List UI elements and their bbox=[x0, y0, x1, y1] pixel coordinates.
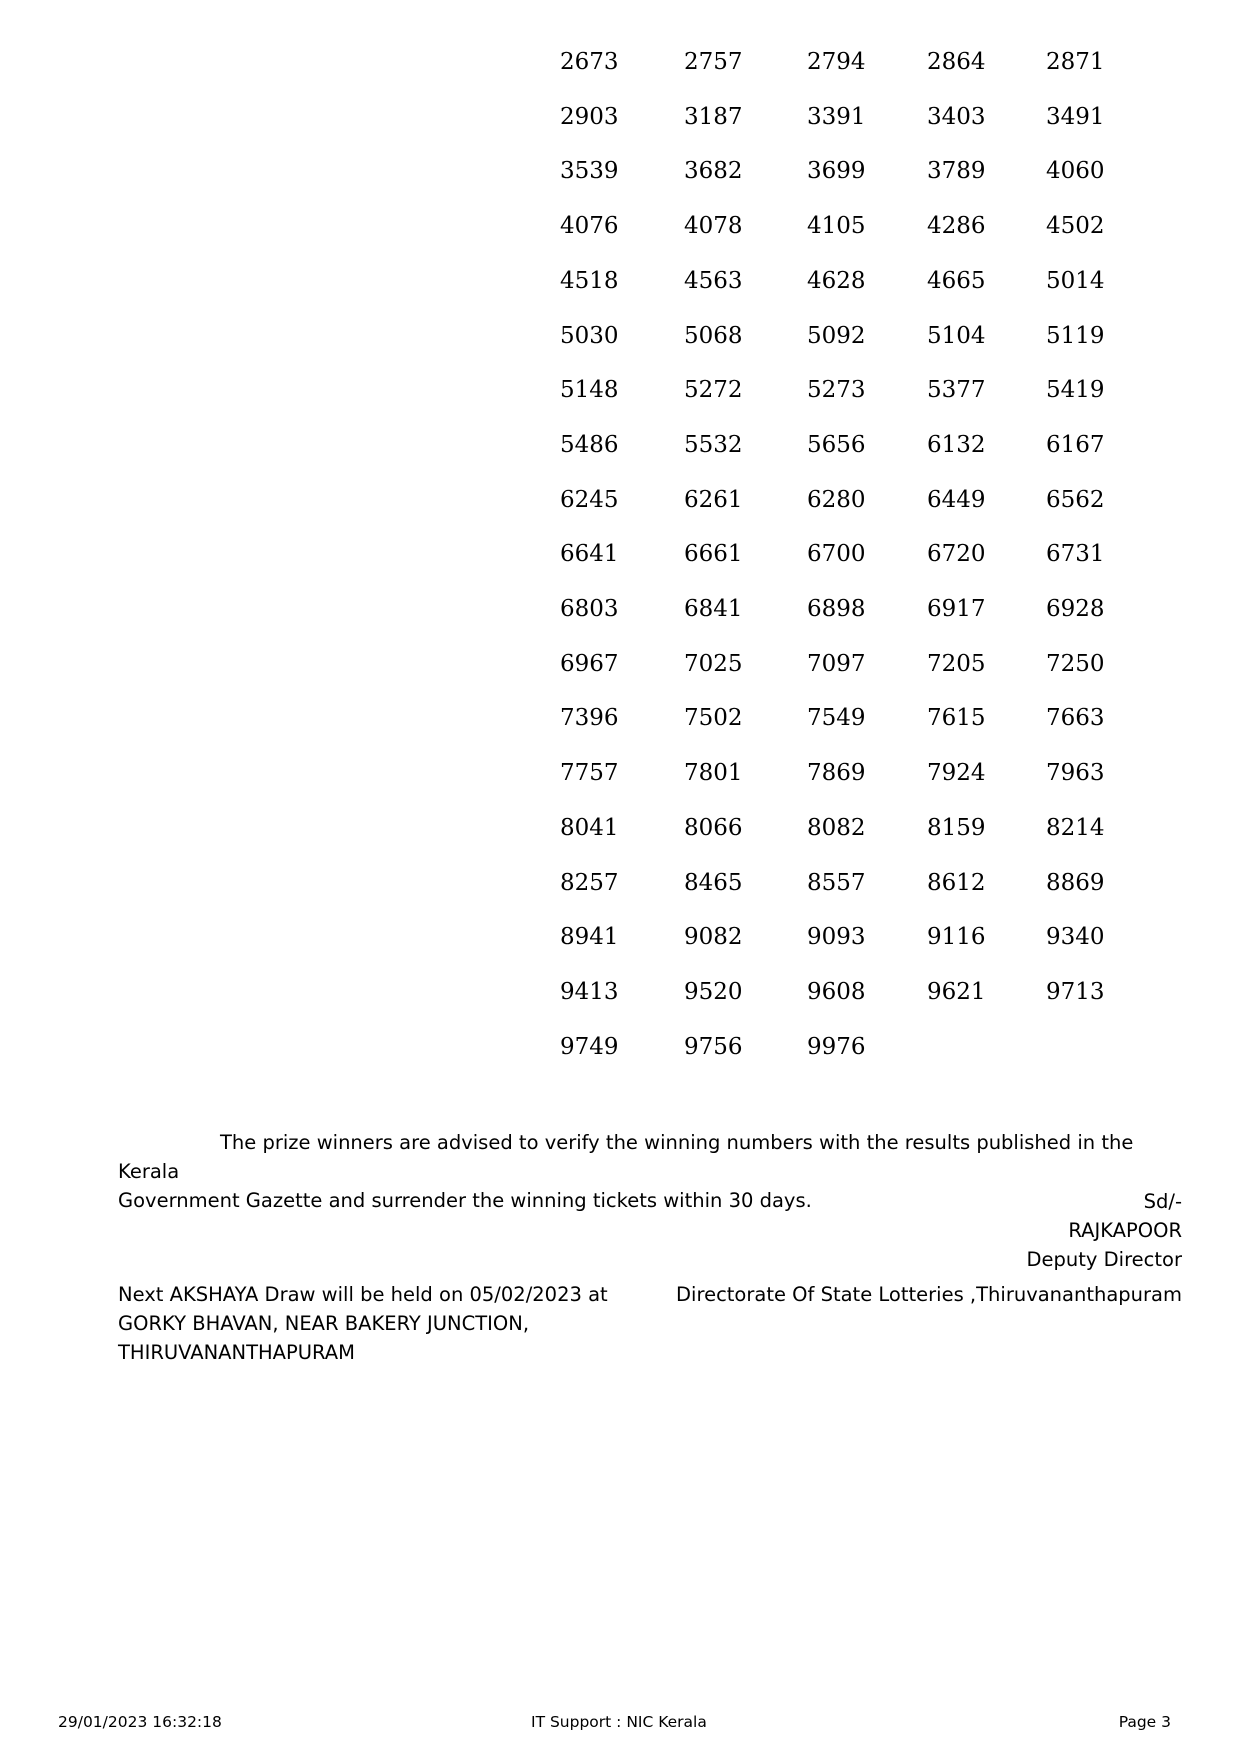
winning-number: 6132 bbox=[927, 431, 986, 458]
winning-number: 8612 bbox=[927, 869, 986, 896]
winning-number: 4628 bbox=[807, 267, 866, 294]
winning-number: 9749 bbox=[560, 1033, 619, 1060]
winning-number: 6898 bbox=[807, 596, 866, 622]
winning-number: 9756 bbox=[684, 1033, 743, 1060]
winning-number: 5119 bbox=[1046, 322, 1105, 349]
winning-number: 6967 bbox=[560, 650, 619, 677]
winning-number: 9608 bbox=[807, 978, 866, 1005]
winning-number: 3789 bbox=[927, 158, 986, 185]
winning-number: 6928 bbox=[1046, 596, 1105, 622]
winning-number: 6167 bbox=[1046, 431, 1105, 458]
winning-number: 8557 bbox=[807, 869, 866, 896]
winning-number: 8082 bbox=[807, 814, 866, 841]
number-row bbox=[0, 370, 1241, 410]
winning-number: 6803 bbox=[560, 596, 619, 622]
winning-number: 6661 bbox=[684, 541, 743, 568]
number-row bbox=[0, 534, 1241, 574]
winning-number: 5273 bbox=[807, 377, 866, 404]
number-row bbox=[0, 698, 1241, 738]
winning-number: 3403 bbox=[927, 103, 986, 130]
footer-timestamp: 29/01/2023 16:32:18 bbox=[58, 1713, 222, 1731]
winning-number: 6841 bbox=[684, 596, 743, 622]
winning-number: 4105 bbox=[807, 213, 866, 240]
winning-number: 9340 bbox=[1046, 924, 1105, 951]
winning-number: 6261 bbox=[684, 486, 743, 513]
winning-number: 7549 bbox=[807, 705, 866, 732]
signature-name: RAJKAPOOR bbox=[1068, 1219, 1182, 1242]
winning-number: 9413 bbox=[560, 978, 619, 1005]
winning-number: 7205 bbox=[927, 650, 986, 677]
winning-number: 4518 bbox=[560, 267, 619, 294]
winning-number: 4286 bbox=[927, 213, 986, 240]
winning-number: 3699 bbox=[807, 158, 866, 185]
next-draw-line-1: Next AKSHAYA Draw will be held on 05/02/2023 at bbox=[118, 1283, 608, 1306]
winning-number: 7097 bbox=[807, 650, 866, 677]
winning-number: 4502 bbox=[1046, 213, 1105, 240]
number-row bbox=[0, 97, 1241, 137]
winning-number: 2757 bbox=[684, 49, 743, 75]
winning-number: 5030 bbox=[560, 322, 619, 349]
winning-number: 5419 bbox=[1046, 377, 1105, 404]
winning-number: 4665 bbox=[927, 267, 986, 294]
winning-number: 6245 bbox=[560, 486, 619, 513]
winning-number: 7757 bbox=[560, 760, 619, 787]
advisory-line-2: Government Gazette and surrender the winning tickets within 30 days. bbox=[118, 1189, 812, 1212]
winning-number: 8257 bbox=[560, 869, 619, 896]
signature-designation: Deputy Director bbox=[1026, 1248, 1182, 1271]
winning-number: 3491 bbox=[1046, 103, 1105, 130]
winning-number: 2864 bbox=[927, 49, 986, 75]
winning-number: 4060 bbox=[1046, 158, 1105, 185]
winning-number: 5272 bbox=[684, 377, 743, 404]
signature-sd: Sd/- bbox=[1143, 1190, 1182, 1213]
number-row bbox=[0, 316, 1241, 356]
next-draw-line-2: GORKY BHAVAN, NEAR BAKERY JUNCTION, bbox=[118, 1312, 530, 1335]
winning-number: 7801 bbox=[684, 760, 743, 787]
winning-number: 9116 bbox=[927, 924, 986, 951]
winning-number: 8465 bbox=[684, 869, 743, 896]
winning-number: 6731 bbox=[1046, 541, 1105, 568]
winning-number: 7396 bbox=[560, 705, 619, 732]
winning-number: 6562 bbox=[1046, 486, 1105, 513]
next-draw-line-3: THIRUVANANTHAPURAM bbox=[118, 1341, 355, 1364]
winning-number: 5656 bbox=[807, 431, 866, 458]
winning-number: 7663 bbox=[1046, 705, 1105, 732]
footer-it-support: IT Support : NIC Kerala bbox=[531, 1713, 707, 1731]
winning-number: 3539 bbox=[560, 158, 619, 185]
advisory-line-1: The prize winners are advised to verify the winning numbers with the results published in the Kerala bbox=[118, 1131, 1134, 1183]
winning-number: 8066 bbox=[684, 814, 743, 841]
number-row bbox=[0, 863, 1241, 903]
winning-number: 8941 bbox=[560, 924, 619, 951]
winning-number: 6917 bbox=[927, 596, 986, 622]
winning-number: 7250 bbox=[1046, 650, 1105, 677]
number-row bbox=[0, 425, 1241, 465]
winning-number: 5148 bbox=[560, 377, 619, 404]
signature-office: Directorate Of State Lotteries ,Thiruvananthapuram bbox=[676, 1283, 1182, 1306]
winning-number: 6449 bbox=[927, 486, 986, 513]
winning-number: 2903 bbox=[560, 103, 619, 130]
next-draw-info bbox=[118, 1280, 678, 1367]
winning-number: 6720 bbox=[927, 541, 986, 568]
winning-number: 3682 bbox=[684, 158, 743, 185]
winning-number: 7502 bbox=[684, 705, 743, 732]
number-row bbox=[0, 753, 1241, 793]
winning-number: 5092 bbox=[807, 322, 866, 349]
winning-number: 6700 bbox=[807, 541, 866, 568]
number-row bbox=[0, 206, 1241, 246]
winning-number: 7025 bbox=[684, 650, 743, 677]
winning-number: 2871 bbox=[1046, 49, 1105, 75]
winning-number: 5377 bbox=[927, 377, 986, 404]
winning-number: 2794 bbox=[807, 49, 866, 75]
winning-number: 8214 bbox=[1046, 814, 1105, 841]
winning-number: 9082 bbox=[684, 924, 743, 951]
winning-number: 5486 bbox=[560, 431, 619, 458]
winning-number: 5068 bbox=[684, 322, 743, 349]
winning-number: 9520 bbox=[684, 978, 743, 1005]
winning-number: 7869 bbox=[807, 760, 866, 787]
winning-number: 8159 bbox=[927, 814, 986, 841]
winning-number: 8869 bbox=[1046, 869, 1105, 896]
winning-number: 6280 bbox=[807, 486, 866, 513]
number-row bbox=[0, 480, 1241, 520]
footer-page-number: Page 3 bbox=[1118, 1713, 1171, 1731]
winning-number: 9093 bbox=[807, 924, 866, 951]
number-row bbox=[0, 42, 1241, 82]
winning-number: 7615 bbox=[927, 705, 986, 732]
number-row bbox=[0, 808, 1241, 848]
winning-number: 9713 bbox=[1046, 978, 1105, 1005]
winning-number: 7924 bbox=[927, 760, 986, 787]
winning-number: 7963 bbox=[1046, 760, 1105, 787]
advisory-notice bbox=[118, 1128, 1178, 1215]
winning-number: 3187 bbox=[684, 103, 743, 130]
number-row bbox=[0, 1027, 1241, 1067]
winning-number: 6641 bbox=[560, 541, 619, 568]
winning-number: 4076 bbox=[560, 213, 619, 240]
winning-number: 3391 bbox=[807, 103, 866, 130]
winning-number: 9976 bbox=[807, 1033, 866, 1060]
winning-number: 5532 bbox=[684, 431, 743, 458]
number-row bbox=[0, 972, 1241, 1012]
winning-number: 5104 bbox=[927, 322, 986, 349]
number-row bbox=[0, 151, 1241, 191]
winning-number: 9621 bbox=[927, 978, 986, 1005]
number-row bbox=[0, 261, 1241, 301]
winning-number: 4563 bbox=[684, 267, 743, 294]
number-row bbox=[0, 917, 1241, 957]
winning-number: 4078 bbox=[684, 213, 743, 240]
winning-number: 2673 bbox=[560, 49, 619, 75]
number-row bbox=[0, 589, 1241, 629]
winning-number: 5014 bbox=[1046, 267, 1105, 294]
winning-number: 8041 bbox=[560, 814, 619, 841]
number-row bbox=[0, 644, 1241, 684]
